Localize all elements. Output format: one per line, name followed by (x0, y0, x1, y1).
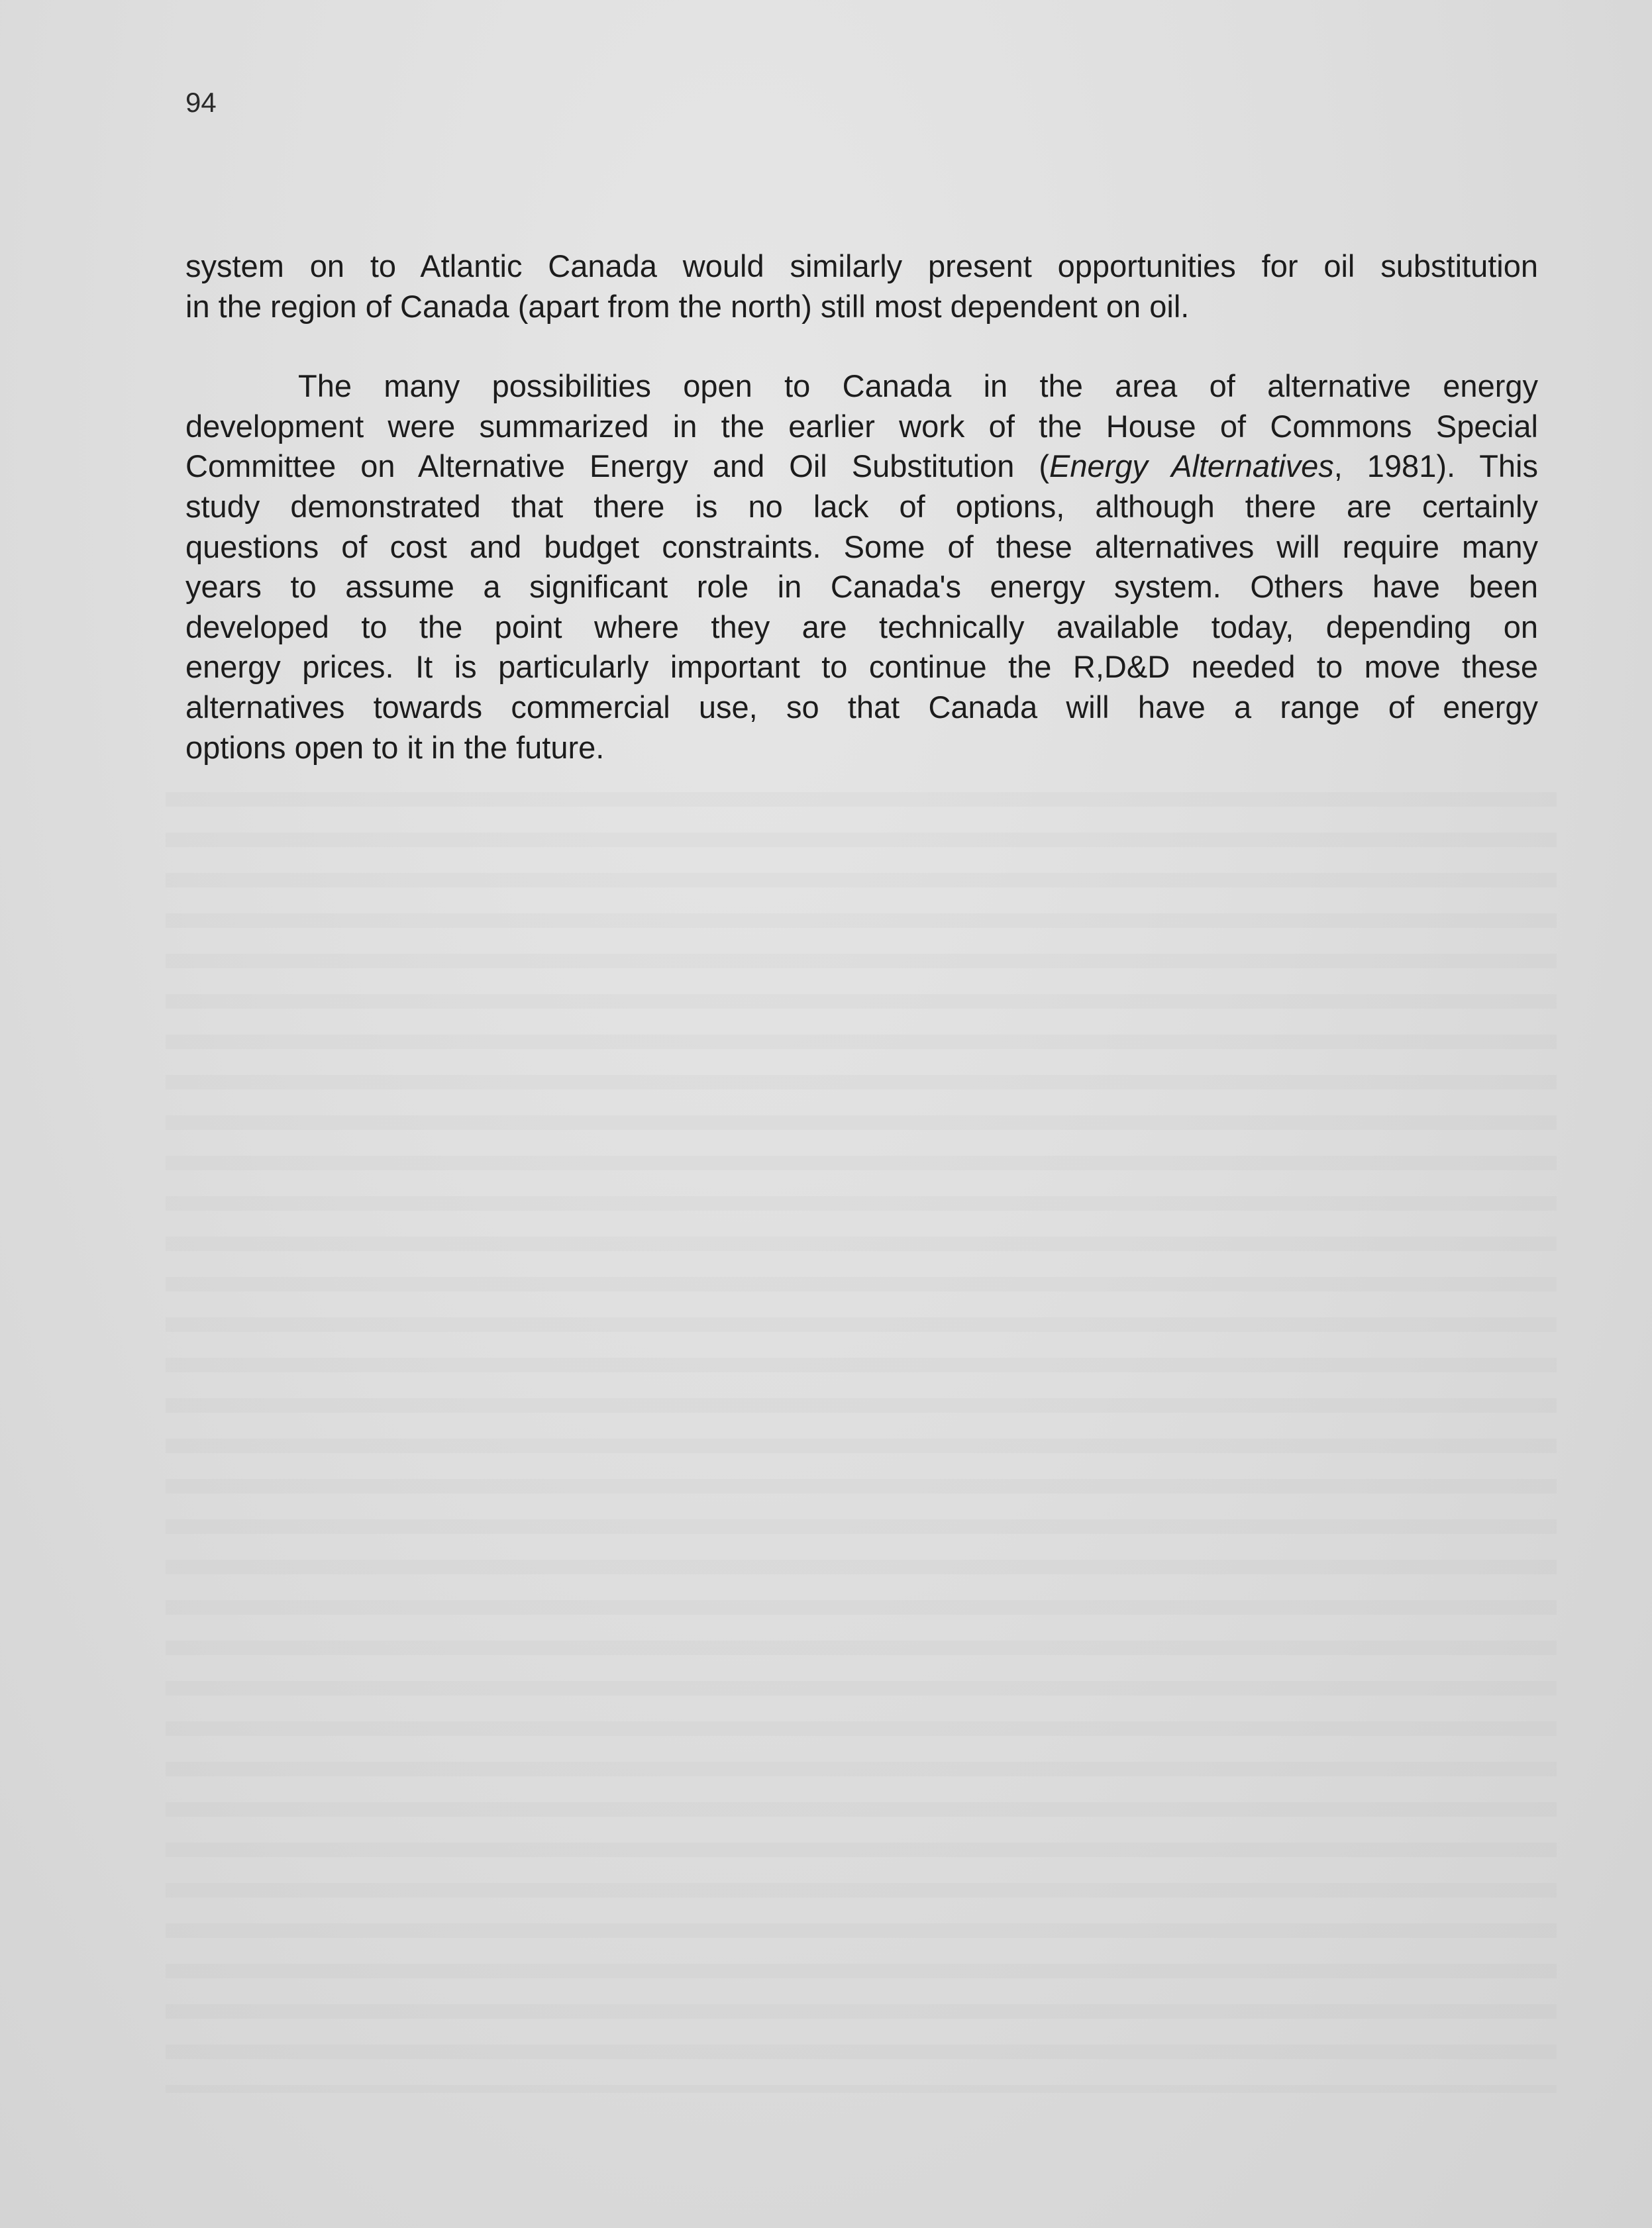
paragraph-2-line-3-start: Committee on Alternative Energy and Oil Substitution ( (185, 448, 1049, 484)
paragraph-2-line-3-end: , 1981). This (1333, 448, 1538, 484)
paragraph-2-line-9: alternatives towards commercial use, so that Canada will have a range of energy (185, 689, 1538, 725)
page-number: 94 (185, 87, 217, 118)
paragraph-2-line-1: The many possibilities open to Canada in the area of alternative energy (298, 368, 1538, 404)
paragraph-2-line-5: questions of cost and budget constraints. Some of these alternatives will require many (185, 529, 1538, 564)
energy-alternatives-title: Energy Alternatives (1049, 448, 1334, 484)
paragraph-gap (185, 327, 1538, 366)
paragraph-1-line-2: in the region of Canada (apart from the north) still most dependent on oil. (185, 288, 1190, 324)
paragraph-2-line-4: study demonstrated that there is no lack of options, although there are certainly (185, 488, 1538, 524)
body-text (185, 246, 1538, 768)
paragraph-2-line-7: developed to the point where they are technically available today, depending on (185, 609, 1538, 644)
paragraph-2-line-2: development were summarized in the earlier work of the House of Commons Special (185, 408, 1538, 444)
show-through-background (166, 768, 1557, 2093)
paragraph-1-line-1: system on to Atlantic Canada would similarly present opportunities for oil substitution (185, 248, 1538, 283)
paragraph-2-line-6: years to assume a significant role in Canada's energy system. Others have been (185, 569, 1538, 605)
paragraph-2-line-8: energy prices. It is particularly important to continue the R,D&D needed to move these (185, 649, 1538, 685)
paragraph-2-line-10: options open to it in the future. (185, 729, 605, 765)
paragraph-2-line-3 (185, 446, 1538, 487)
